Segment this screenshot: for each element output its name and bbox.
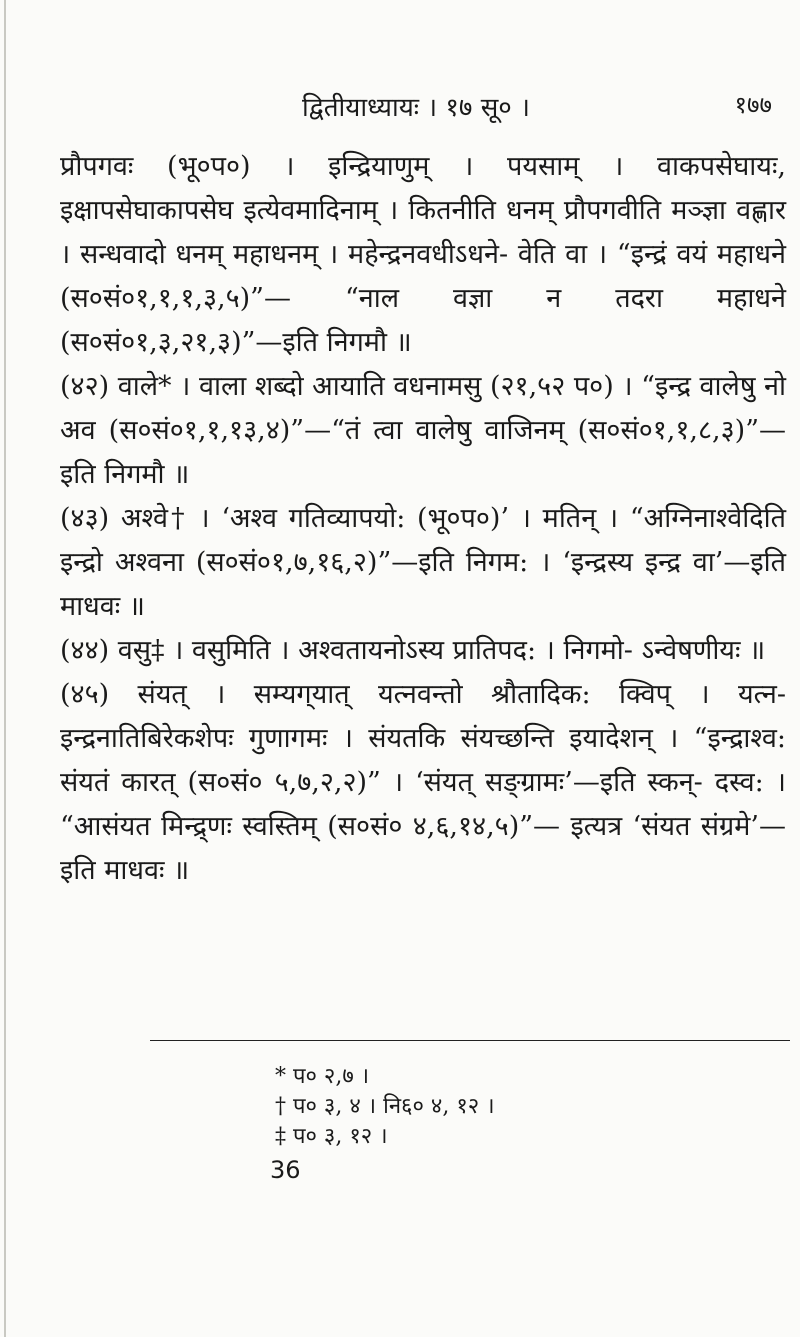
paragraph-entry-45: (४५) संयत् । सम्यग्‌यात् यत्नवन्तो श्रौतादिक: क्विप् । यत्न- इन्द्रनातिबिरेकशेपः गुणागमः । संयतकि संयच्छन्ति इयादेशन् । “इन्द्राश्व: संयतं कारत् (स०सं० ५,७,२,२)” । ‘संयत् सङ्ग्रामः’—इति स्कन्- दस्व: । “आसंयत मिन्द्र्णः स्वस्तिम् (स०सं० ४,६,१४,५)”— इत्यत्र ‘संयत संग्रमे’—इति माधवः ॥ [60,679,787,886]
footnote-divider [150,1040,790,1041]
paragraph-entry-43: (४३) अश्वे† । ‘अश्व गतिव्यापयो: (भू०प०)’ । मतिन् । “अग्निनाश्वेदिति इन्द्रो अश्वना (स०सं०१,७,१६,२)”—इति निगम: । ‘इन्द्रस्य इन्द्र वा’—इति माधवः ॥ [60,503,786,622]
footnote-text: प० ३, ४ । नि६० ४, १२ । [293,1094,495,1119]
running-header [60,88,772,128]
footnotes [275,1062,495,1152]
footnote-mark: † [275,1094,286,1119]
paragraph-continuation: प्रौपगवः (भू०प०) । इन्द्रियाणुम् । पयसाम् । वाकपसेघायः, इक्षापसेघाकापसेघ इत्येवमादिनाम् । कितनीति धनम् प्रौपगवीति मञ्ज्ञा वह्णार । सन्धवादो धनम् महाधनम् । महेन्द्रनवधीऽधने- वेति वा । “इन्द्रं वयं महाधने (स०सं०१,१,१,३,५)”— “नाल वज्ञा न तदरा महाधने (स०सं०१,३,२१,३)”—इति निगमौ ॥ [60,151,786,358]
footnote-text: प० २,७ । [293,1064,370,1089]
paragraph-entry-44: (४४) वसु‡ । वसुमिति । अश्वतायनोऽस्य प्रातिपद: । निगमो- ऽन्वेषणीयः ॥ [60,635,766,666]
page-binding-edge [4,0,6,1337]
footnote-text: प० ३, १२ । [293,1124,388,1149]
print-sheet-number: 36 [270,1156,301,1184]
footnote [275,1062,495,1092]
page-number: १७७ [734,91,772,119]
main-text [60,145,786,893]
running-title: द्वितीयाध्यायः । १७ सू० । [302,93,530,123]
footnote-mark: * [275,1064,286,1089]
footnote [275,1092,495,1122]
paragraph-entry-42: (४२) वाले* । वाला शब्दो आयाति वधनामसु (२१,५२ प०) । “इन्द्र वालेषु नो अव (स०सं०१,१,१३,४)”—“तं त्वा वालेषु वाजिनम् (स०सं०१,१,८,३)”—इति निगमौ ॥ [60,371,786,490]
footnote [275,1122,495,1152]
footnote-mark: ‡ [275,1124,286,1149]
